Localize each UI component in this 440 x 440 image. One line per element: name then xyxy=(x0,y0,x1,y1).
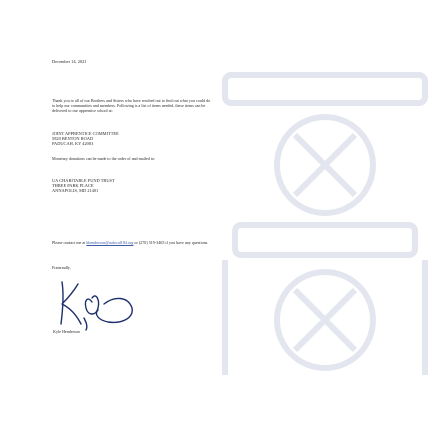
trust-address-line-1: UA CHARITABLE FUND TRUST xyxy=(52,178,115,183)
union-emblem-watermark xyxy=(215,55,435,385)
intro-line-1: Thank you to all of our Brothers and Sisters who have reached out to find out what you could do xyxy=(52,98,211,103)
contact-email-link[interactable]: khenderson@ualocal184.org xyxy=(86,240,134,245)
school-address-line-2: 5820 BENTON ROAD xyxy=(52,136,94,141)
intro-line-3: delivered to our apprentice school at: xyxy=(52,108,113,113)
signer-name: Kyle Henderson xyxy=(53,329,80,334)
contact-prefix: Please contact me at xyxy=(52,240,86,245)
trust-address-line-3: ANNAPOLIS, MD 21401 xyxy=(52,188,99,193)
trust-address-line-2: THREE PARK PLACE xyxy=(52,183,94,188)
intro-line-2: to help our communities and members. Following is a list of items needed, these items can be xyxy=(52,103,206,108)
letter-date: December 14, 2021 xyxy=(52,59,87,64)
school-address-line-3: PADUCAH, KY 42003 xyxy=(52,141,94,146)
contact-line xyxy=(52,240,208,245)
handwritten-signature xyxy=(48,274,138,336)
closing: Fraternally, xyxy=(52,265,71,270)
school-address-line-1: JOINT APPRENTICE COMMITTEE xyxy=(52,131,119,136)
contact-suffix: or (270) 519-3465 if you have any questions. xyxy=(134,240,209,245)
monetary-note: Monetary donations can be made to the order of and mailed to: xyxy=(52,156,156,161)
